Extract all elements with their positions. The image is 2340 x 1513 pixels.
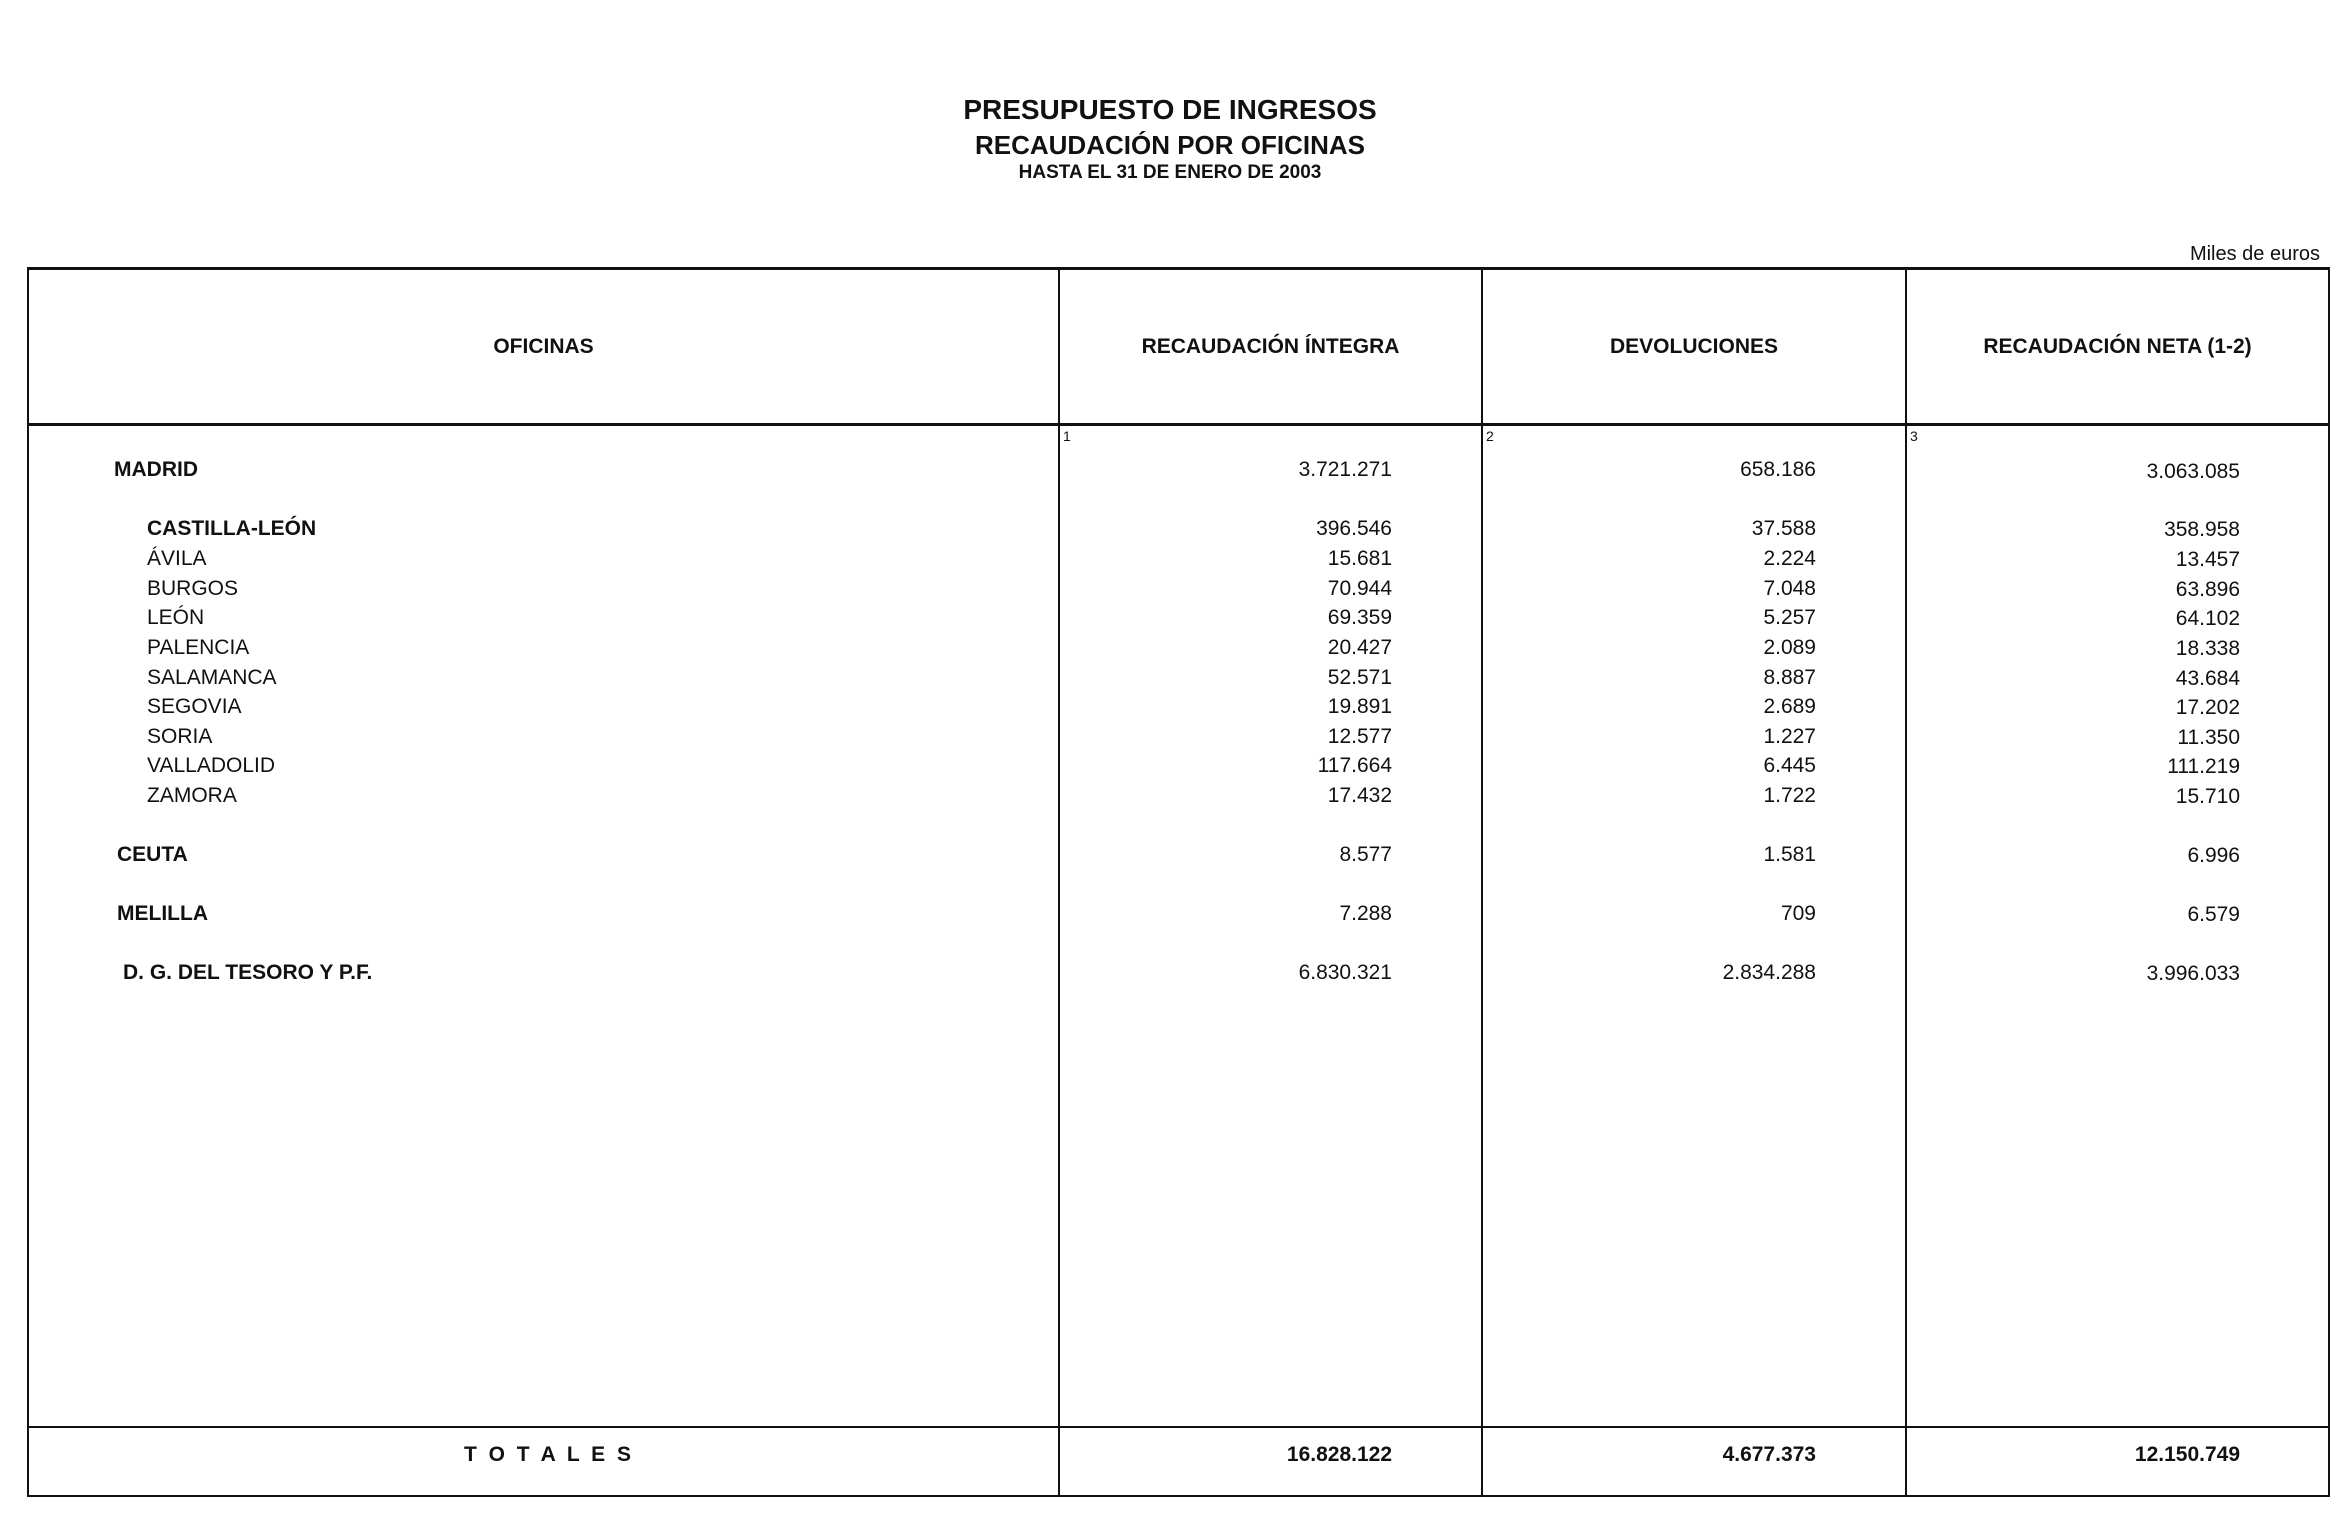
office-name: MADRID xyxy=(114,458,198,481)
totals-devoluciones: 4.677.373 xyxy=(1722,1443,1816,1466)
column-header-oficinas: OFICINAS xyxy=(493,334,594,358)
recaudacion-integra-value: 20.427 xyxy=(1327,636,1392,659)
table-border-left xyxy=(27,267,29,1497)
table-border-right xyxy=(2328,267,2330,1497)
table-row xyxy=(0,843,2340,873)
office-name: VALLADOLID xyxy=(147,754,275,777)
column-divider-2 xyxy=(1481,267,1483,1497)
recaudacion-integra-value: 52.571 xyxy=(1327,666,1392,689)
office-name: CASTILLA-LEÓN xyxy=(147,517,317,540)
column-number-3: 3 xyxy=(1910,428,1918,444)
devoluciones-value: 5.257 xyxy=(1763,606,1816,629)
table-row xyxy=(0,902,2340,932)
devoluciones-value: 2.834.288 xyxy=(1722,961,1816,984)
column-header-devoluciones: DEVOLUCIONES xyxy=(1609,334,1779,358)
recaudacion-neta-value: 64.102 xyxy=(2175,607,2240,630)
recaudacion-neta-value: 63.896 xyxy=(2175,578,2240,601)
recaudacion-neta-value: 3.063.085 xyxy=(2146,460,2240,483)
recaudacion-integra-value: 17.432 xyxy=(1327,784,1392,807)
table-row xyxy=(0,547,2340,577)
recaudacion-integra-value: 396.546 xyxy=(1316,517,1392,540)
table-border-bottom xyxy=(27,1495,2330,1497)
report-subtitle: RECAUDACIÓN POR OFICINAS xyxy=(974,130,1365,160)
devoluciones-value: 2.224 xyxy=(1763,547,1816,570)
devoluciones-value: 1.722 xyxy=(1763,784,1816,807)
table-row xyxy=(0,606,2340,636)
column-divider-3 xyxy=(1905,267,1907,1497)
recaudacion-integra-value: 70.944 xyxy=(1327,577,1392,600)
table-row xyxy=(0,725,2340,755)
recaudacion-neta-value: 15.710 xyxy=(2175,785,2240,808)
recaudacion-integra-value: 8.577 xyxy=(1339,843,1392,866)
recaudacion-neta-value: 13.457 xyxy=(2175,548,2240,571)
devoluciones-value: 6.445 xyxy=(1763,754,1816,777)
office-name: SORIA xyxy=(147,725,213,748)
recaudacion-neta-value: 18.338 xyxy=(2175,637,2240,660)
column-number-1: 1 xyxy=(1063,428,1071,444)
recaudacion-neta-value: 6.579 xyxy=(2187,903,2240,926)
table-row xyxy=(0,577,2340,607)
devoluciones-value: 2.089 xyxy=(1763,636,1816,659)
devoluciones-value: 658.186 xyxy=(1740,458,1816,481)
devoluciones-value: 2.689 xyxy=(1763,695,1816,718)
totals-divider xyxy=(27,1426,2330,1428)
recaudacion-integra-value: 15.681 xyxy=(1327,547,1392,570)
office-name: PALENCIA xyxy=(147,636,250,659)
column-divider-1 xyxy=(1058,267,1060,1497)
table-row xyxy=(0,784,2340,814)
table-row xyxy=(0,695,2340,725)
recaudacion-integra-value: 19.891 xyxy=(1327,695,1392,718)
recaudacion-neta-value: 111.219 xyxy=(2167,755,2240,778)
totals-neta: 12.150.749 xyxy=(2134,1443,2240,1466)
units-label: Miles de euros xyxy=(2189,243,2320,265)
devoluciones-value: 37.588 xyxy=(1751,517,1816,540)
office-name: D. G. DEL TESORO Y P.F. xyxy=(123,961,373,984)
recaudacion-neta-value: 3.996.033 xyxy=(2146,962,2240,985)
table-row xyxy=(0,636,2340,666)
devoluciones-value: 1.227 xyxy=(1763,725,1816,748)
recaudacion-integra-value: 3.721.271 xyxy=(1298,458,1392,481)
report-title: PRESUPUESTO DE INGRESOS xyxy=(963,94,1377,125)
table-row xyxy=(0,961,2340,991)
recaudacion-integra-value: 69.359 xyxy=(1327,606,1392,629)
totals-integra: 16.828.122 xyxy=(1286,1443,1392,1466)
recaudacion-integra-value: 7.288 xyxy=(1339,902,1392,925)
devoluciones-value: 8.887 xyxy=(1763,666,1816,689)
devoluciones-value: 7.048 xyxy=(1763,577,1816,600)
recaudacion-neta-value: 6.996 xyxy=(2187,844,2240,867)
column-number-2: 2 xyxy=(1486,428,1494,444)
column-header-neta: RECAUDACIÓN NETA (1-2) xyxy=(1983,334,2252,358)
office-name: ÁVILA xyxy=(147,547,207,570)
report-period: HASTA EL 31 DE ENERO DE 2003 xyxy=(1018,162,1322,183)
recaudacion-neta-value: 43.684 xyxy=(2175,667,2240,690)
recaudacion-integra-value: 117.664 xyxy=(1317,754,1392,777)
office-name: MELILLA xyxy=(117,902,208,925)
recaudacion-integra-value: 12.577 xyxy=(1327,725,1392,748)
office-name: BURGOS xyxy=(147,577,239,600)
recaudacion-neta-value: 358.958 xyxy=(2164,518,2240,541)
office-name: SALAMANCA xyxy=(147,666,277,689)
table-row xyxy=(0,666,2340,696)
table-row xyxy=(0,754,2340,784)
table-row xyxy=(0,517,2340,547)
office-name: ZAMORA xyxy=(147,784,237,807)
office-name: SEGOVIA xyxy=(147,695,242,718)
recaudacion-neta-value: 17.202 xyxy=(2175,696,2240,719)
totals-label: T O T A L E S xyxy=(463,1443,635,1466)
office-name: LEÓN xyxy=(147,606,205,629)
devoluciones-value: 1.581 xyxy=(1763,843,1816,866)
office-name: CEUTA xyxy=(117,843,188,866)
devoluciones-value: 709 xyxy=(1780,902,1816,925)
table-row xyxy=(0,458,2340,488)
recaudacion-neta-value: 11.350 xyxy=(2177,726,2240,749)
recaudacion-integra-value: 6.830.321 xyxy=(1298,961,1392,984)
column-header-integra: RECAUDACIÓN ÍNTEGRA xyxy=(1141,334,1400,358)
